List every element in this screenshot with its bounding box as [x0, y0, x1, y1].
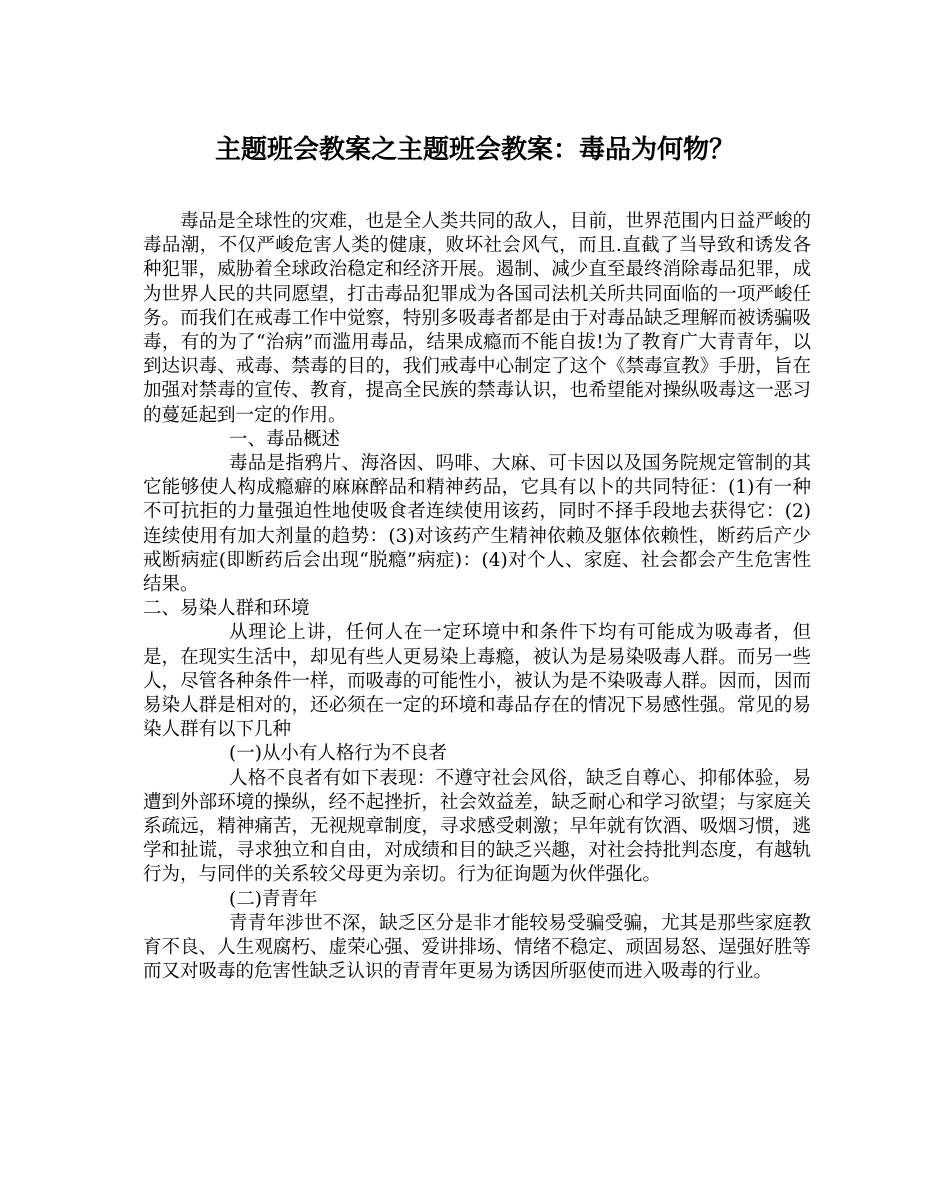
youth-paragraph: 青青年涉世不深，缺乏区分是非才能较易受骗受骗，尤其是那些家庭教育不良、人生观腐朽、虚荣心强、爱讲排场、情绪不稳定、顽固易怒、逞强好胜等而又对吸毒的危害性缺乏认识的青青年更易为诱因所驱使而进入吸毒的行业。: [143, 912, 811, 983]
section-heading-susceptible-groups: 二、易染人群和环境: [143, 598, 310, 620]
document-body: [143, 210, 811, 985]
overview-paragraph: 毒品是指鸦片、海洛因、吗啡、大麻、可卡因以及国务院规定管制的其它能够使人构成瘾癖的麻麻醉品和精神药品，它具有以卜的共同特征：(1)有一种不可抗拒的力量强迫性地使吸食者连续使用该药，同时不择手段地去获得它：(2)连续使用有加大剂量的趋势：(3)对该药产生精神依赖及躯体依赖性，断药后产少戒断病症(即断药后会出现“脱瘾”病症)：(4)对个人、家庭、社会都会产生危害性结果。: [143, 453, 811, 596]
susceptible-groups-paragraph: 从理论上讲，任何人在一定环境中和条件下均有可能成为吸毒者，但是，在现实生活中，却见有些人更易染上毒瘾，被认为是易染吸毒人群。而另一些人，尽管各种条件一样，而吸毒的可能性小，被认为是不染吸毒人群。因而，因而易染人群是相对的，还必须在一定的环境和毒品存在的情况下易感性强。常见的易染人群有以下几种: [143, 622, 811, 741]
personality-paragraph: 人格不良者有如下表现：不遵守社会风俗，缺乏自尊心、抑郁体验，易遭到外部环境的操纵，经不起挫折，社会效益差，缺乏耐心和学习欲望；与家庭关系疏远，精神痛苦，无视规章制度，寻求感受刺激；早年就有饮酒、吸烟习惯，逃学和扯谎，寻求独立和自由，对成绩和目的缺乏兴趣，对社会持批判态度，有越轨行为，与同伴的关系较父母更为亲切。行为征询题为伙伴强化。: [143, 767, 811, 886]
document-title: 主题班会教案之主题班会教案：毒品为何物？: [214, 135, 735, 165]
subsection-heading-youth: (二)青青年: [229, 888, 318, 910]
intro-paragraph: 毒品是全球性的灾难，也是全人类共同的敌人，目前，世界范围内日益严峻的毒品潮，不仅严峻危害人类的健康，败坏社会风气，而且.直截了当导致和诱发各种犯罪，威胁着全球政治稳定和经济开展。遏制、减少直至最终消除毒品犯罪，成为世界人民的共同愿望，打击毒品犯罪成为各国司法机关所共同面临的一项严峻任务。而我们在戒毒工作中觉察，特别多吸毒者都是由于对毒品缺乏理解而被诱骗吸毒，有的为了“治病”而滥用毒品，结果成瘾而不能自拔!为了教育广大青青年，以到达识毒、戒毒、禁毒的目的，我们戒毒中心制定了这个《禁毒宣教》手册，旨在加强对禁毒的宣传、教育，提高全民族的禁毒认识，也希望能对操纵吸毒这一恶习的蔓延起到一定的作用。: [143, 211, 811, 426]
subsection-heading-personality: (一)从小有人格行为不良者: [229, 743, 447, 765]
section-heading-overview: 一、毒品概述: [229, 428, 341, 450]
